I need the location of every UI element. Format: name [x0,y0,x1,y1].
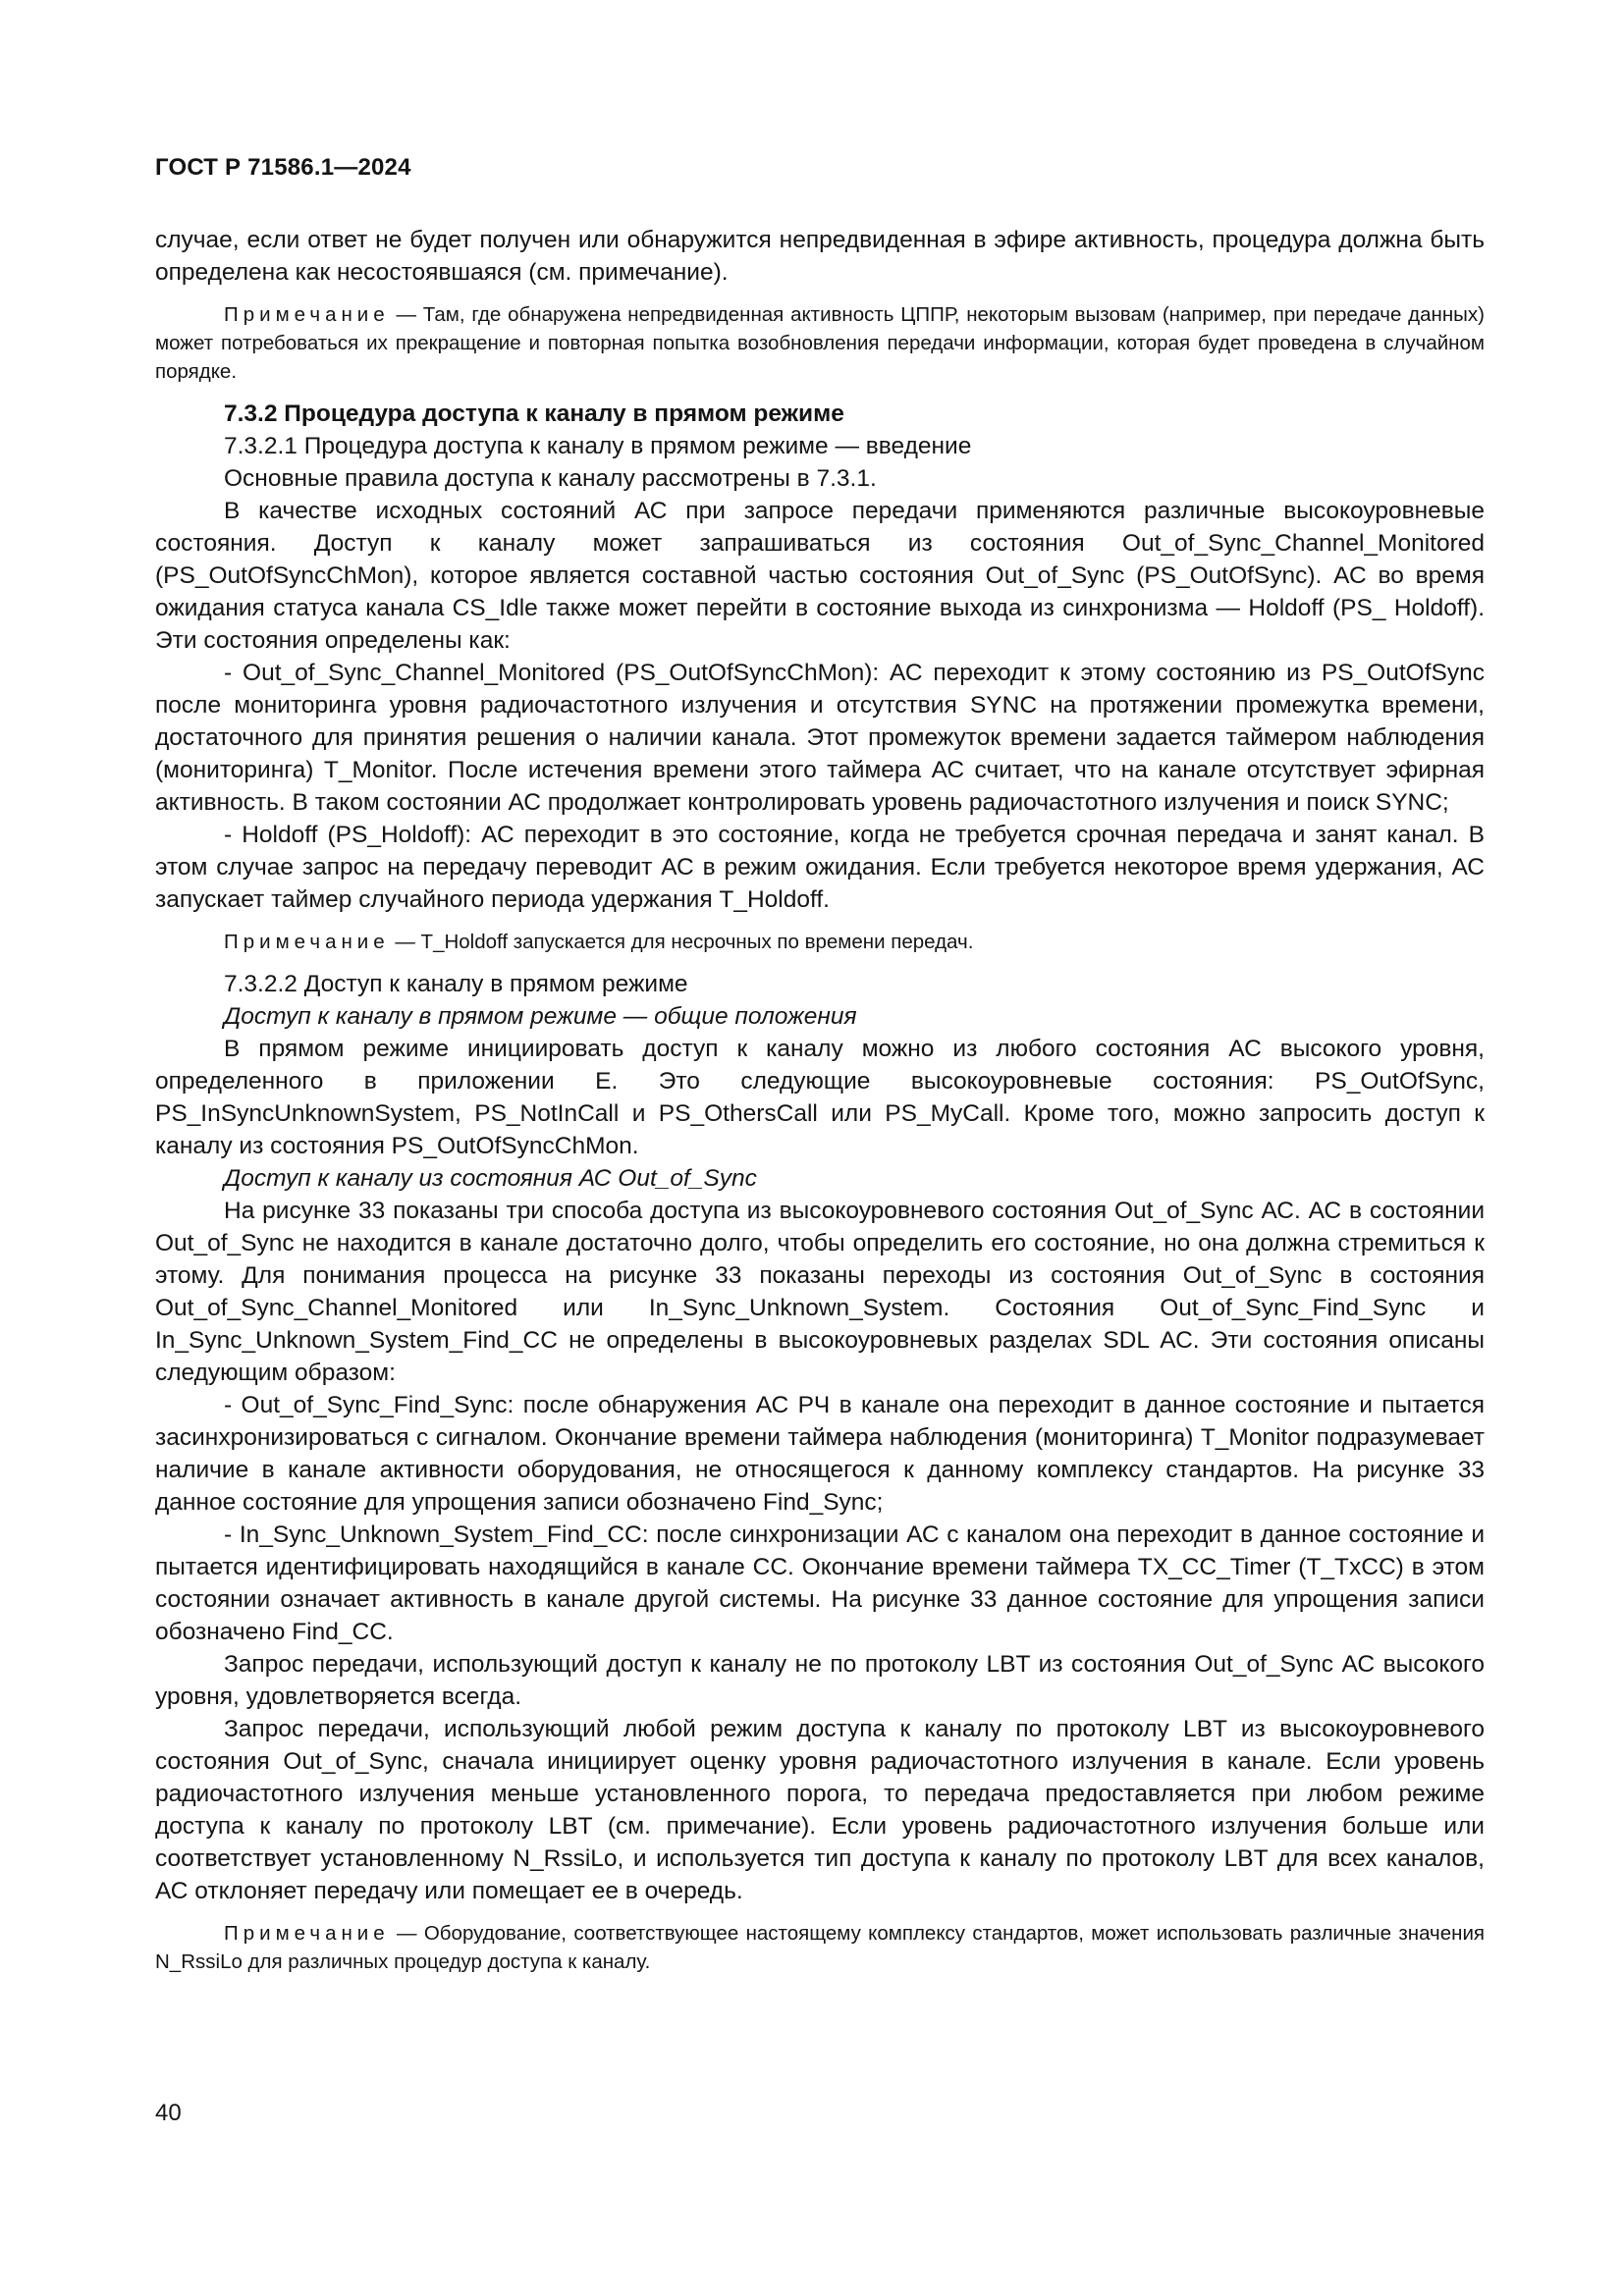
note-label: Примечание [224,303,390,326]
subsection-heading-7-3-2-1: 7.3.2.1 Процедура доступа к каналу в прямом режиме — введение [224,433,972,459]
list-item: - Holdoff (PS_Holdoff): АС переходит в это состояние, когда не требуется срочная передача и занят канал. В этом случае запрос на передачу переводит АС в режим ожидания. Если требуется некоторое время удержания, АС запускает таймер случайного периода удержания T_Holdoff. [155,822,1485,913]
paragraph: В качестве исходных состояний АС при запросе передачи применяются различные высокоуровневые состояния. Доступ к каналу может запрашиваться из состояния Out_of_Sync_Channel_Monitored (PS_OutOfSyncChMon), которое является составной частью состояния Out_of_Sync (PS_OutOfSync). АС во время ожидания статуса канала CS_Idle также может перейти в состояние выхода из синхронизма — Holdoff (PS_ Holdoff). Эти состояния определены как: [155,498,1485,654]
italic-subheading: Доступ к каналу в прямом режиме — общие положения [224,1003,857,1030]
note-label: Примечание [224,1922,390,1945]
paragraph: Основные правила доступа к каналу рассмотрены в 7.3.1. [224,465,877,492]
page-number: 40 [155,2100,182,2126]
list-item: - Out_of_Sync_Find_Sync: после обнаружения АС РЧ в канале она переходит в данное состояние и пытается засинхронизироваться с сигналом. Окончание времени таймера наблюдения (мониторинга) T_Monitor подразумевает наличие в канале активности оборудования, не относящегося к данному комплексу стандартов. На рисунке 33 данное состояние для упрощения записи обозначено Find_Sync; [155,1392,1485,1516]
note-text: — T_Holdoff запускается для несрочных по времени передач. [389,931,974,953]
paragraph: На рисунке 33 показаны три способа доступа из высокоуровневого состояния Out_of_Sync АС. АС в состоянии Out_of_Sync не находится в канале достаточно долго, чтобы определить его состояние, но она должна стремиться к этому. Для понимания процесса на рисунке 33 показаны переходы из состояния Out_of_Sync в состояния Out_of_Sync_Channel_Monitored или In_Sync_Unknown_System. Состояния Out_of_Sync_Find_Sync и In_Sync_Unknown_System_Find_CC не определены в высокоуровневых разделах SDL АС. Эти состояния описаны следующим образом: [155,1198,1485,1386]
note-label: Примечание [224,931,390,953]
note-text: — Там, где обнаружена непредвиденная активность ЦППР, некоторым вызовам (например, при передаче данных) может потребоваться их прекращение и повторная попытка возобновления передачи информации, которая будет проведена в случайном порядке. [155,303,1485,383]
note-3 [155,1919,1485,1976]
document-page [155,0,1485,2296]
list-item: - Out_of_Sync_Channel_Monitored (PS_OutOfSyncChMon): АС переходит к этому состоянию из PS_OutOfSync после мониторинга уровня радиочастотного излучения и отсутствия SYNC на протяжении промежутка времени, достаточного для принятия решения о наличии канала. Этот промежуток времени задается таймером наблюдения (мониторинга) T_Monitor. После истечения времени этого таймера АС считает, что на канале отсутствует эфирная активность. В таком состоянии АС продолжает контролировать уровень радиочастотного излучения и поиск SYNC; [155,660,1485,816]
note-1 [155,300,1485,386]
note-text: — Оборудование, соответствующее настоящему комплексу стандартов, может использовать различные значения N_RssiLo для различных процедур доступа к каналу. [155,1922,1485,1973]
list-item: - In_Sync_Unknown_System_Find_CC: после синхронизации АС с каналом она переходит в данное состояние и пытается идентифицировать находящийся в канале СС. Окончание времени таймера TX_CC_Timer (T_TxCC) в этом состоянии означает активность в канале другой системы. На рисунке 33 данное состояние для упрощения записи обозначено Find_CC. [155,1522,1485,1645]
paragraph-continuation: случае, если ответ не будет получен или обнаружится непредвиденная в эфире активность, процедура должна быть определена как несостоявшаяся (см. примечание). [155,227,1485,286]
subsection-heading-7-3-2-2: 7.3.2.2 Доступ к каналу в прямом режиме [224,971,688,997]
note-2 [155,928,1485,956]
paragraph: Запрос передачи, использующий доступ к каналу не по протоколу LBT из состояния Out_of_Sync АС высокого уровня, удовлетворяется всегда. [155,1651,1485,1710]
section-heading-7-3-2: 7.3.2 Процедура доступа к каналу в прямом режиме [224,400,844,427]
paragraph: Запрос передачи, использующий любой режим доступа к каналу по протоколу LBT из высокоуровневого состояния Out_of_Sync, сначала инициирует оценку уровня радиочастотного излучения в канале. Если уровень радиочастотного излучения меньше установленного порога, то передача предоставляется при любом режиме доступа к каналу по протоколу LBT (см. примечание). Если уровень радиочастотного излучения больше или соответствует установленному N_RssiLo, и используется тип доступа к каналу по протоколу LBT для всех каналов, АС отклоняет передачу или помещает ее в очередь. [155,1716,1485,1904]
paragraph: В прямом режиме инициировать доступ к каналу можно из любого состояния АС высокого уровня, определенного в приложении Е. Это следующие высокоуровневые состояния: PS_OutOfSync, PS_InSyncUnknownSystem, PS_NotInCall и PS_OthersCall или PS_MyCall. Кроме того, можно запросить доступ к каналу из состояния PS_OutOfSyncChMon. [155,1036,1485,1159]
italic-subheading: Доступ к каналу из состояния АС Out_of_Sync [224,1165,757,1192]
document-code-header: ГОСТ Р 71586.1—2024 [155,154,411,181]
document-body [155,224,1485,1988]
